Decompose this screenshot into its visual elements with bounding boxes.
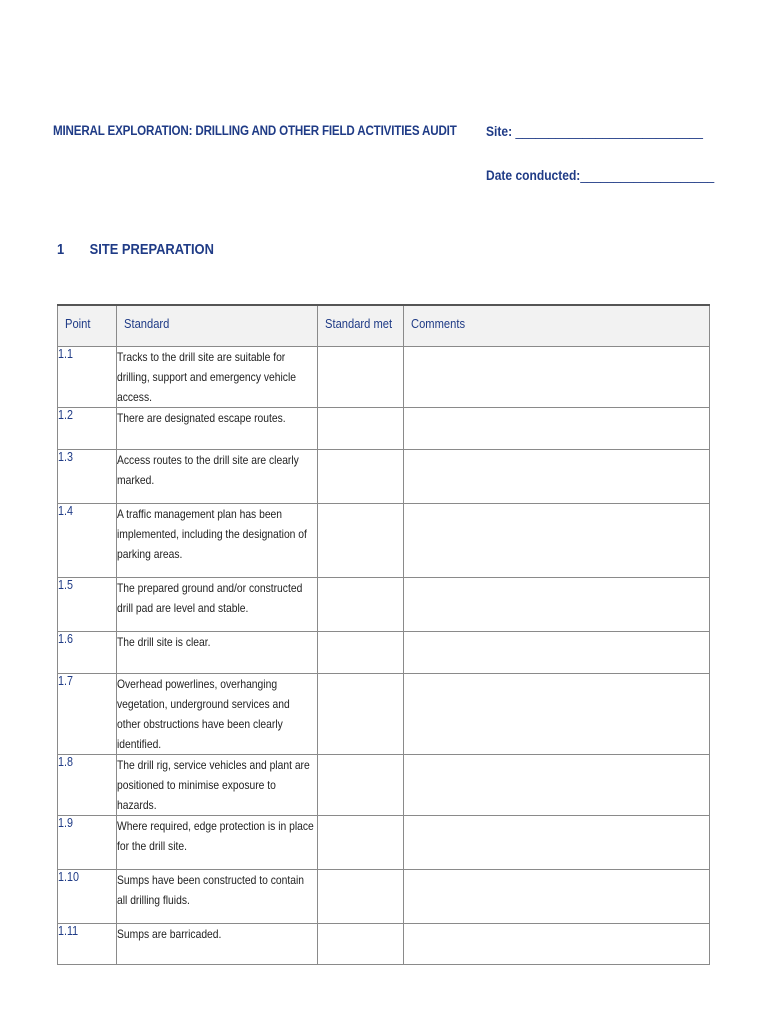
table-row <box>58 449 710 503</box>
standard-met-cell[interactable] <box>318 577 404 631</box>
table-row <box>58 346 710 407</box>
standard-cell: There are designated escape routes. <box>117 407 318 449</box>
table-row <box>58 673 710 754</box>
comments-cell[interactable] <box>404 407 710 449</box>
header-comments: Comments <box>404 305 710 346</box>
comments-cell[interactable] <box>404 346 710 407</box>
standard-met-cell[interactable] <box>318 815 404 869</box>
standard-met-cell[interactable] <box>318 673 404 754</box>
point-cell: 1.1 <box>58 346 117 407</box>
table-row <box>58 869 710 923</box>
audit-table <box>57 304 710 965</box>
header-point: Point <box>58 305 117 346</box>
comments-cell[interactable] <box>404 923 710 964</box>
table-row <box>58 577 710 631</box>
standard-cell: The drill site is clear. <box>117 631 318 673</box>
standard-met-cell[interactable] <box>318 923 404 964</box>
point-cell: 1.6 <box>58 631 117 673</box>
section-number: 1 <box>57 241 65 258</box>
point-cell: 1.7 <box>58 673 117 754</box>
standard-met-cell[interactable] <box>318 631 404 673</box>
table-row <box>58 754 710 815</box>
point-cell: 1.5 <box>58 577 117 631</box>
comments-cell[interactable] <box>404 577 710 631</box>
table-header-row <box>58 305 710 346</box>
section-title: SITE PREPARATION <box>89 241 214 258</box>
standard-met-cell[interactable] <box>318 869 404 923</box>
comments-cell[interactable] <box>404 503 710 577</box>
table-row <box>58 503 710 577</box>
table-row <box>58 815 710 869</box>
standard-cell: The prepared ground and/or constructed drill pad are level and stable. <box>117 577 318 631</box>
site-blank-line: ____________________________ <box>515 123 703 139</box>
table-row <box>58 407 710 449</box>
point-cell: 1.8 <box>58 754 117 815</box>
table-row <box>58 631 710 673</box>
standard-met-cell[interactable] <box>318 346 404 407</box>
site-field <box>486 123 703 139</box>
standard-cell: Overhead powerlines, overhanging vegetation, underground services and other obstructions have been clearly identified. <box>117 673 318 754</box>
comments-cell[interactable] <box>404 631 710 673</box>
point-cell: 1.3 <box>58 449 117 503</box>
point-cell: 1.11 <box>58 923 117 964</box>
standard-cell: A traffic management plan has been implemented, including the designation of parking areas. <box>117 503 318 577</box>
section-heading <box>57 241 214 258</box>
standard-met-cell[interactable] <box>318 503 404 577</box>
point-cell: 1.10 <box>58 869 117 923</box>
point-cell: 1.4 <box>58 503 117 577</box>
header-standard-met: Standard met <box>318 305 404 346</box>
comments-cell[interactable] <box>404 815 710 869</box>
table-row <box>58 923 710 964</box>
comments-cell[interactable] <box>404 869 710 923</box>
standard-cell: Where required, edge protection is in place for the drill site. <box>117 815 318 869</box>
comments-cell[interactable] <box>404 449 710 503</box>
date-blank-line: ____________________ <box>580 167 715 183</box>
header-standard: Standard <box>117 305 318 346</box>
standard-met-cell[interactable] <box>318 407 404 449</box>
standard-met-cell[interactable] <box>318 754 404 815</box>
comments-cell[interactable] <box>404 754 710 815</box>
date-conducted-label: Date conducted: <box>486 167 581 183</box>
standard-met-cell[interactable] <box>318 449 404 503</box>
standard-cell: Tracks to the drill site are suitable for drilling, support and emergency vehicle access. <box>117 346 318 407</box>
standard-cell: Sumps have been constructed to contain all drilling fluids. <box>117 869 318 923</box>
comments-cell[interactable] <box>404 673 710 754</box>
document-title: MINERAL EXPLORATION: DRILLING AND OTHER FIELD ACTIVITIES AUDIT <box>53 123 457 138</box>
standard-cell: The drill rig, service vehicles and plant are positioned to minimise exposure to hazards. <box>117 754 318 815</box>
site-label: Site: <box>486 123 513 139</box>
point-cell: 1.2 <box>58 407 117 449</box>
point-cell: 1.9 <box>58 815 117 869</box>
standard-cell: Sumps are barricaded. <box>117 923 318 964</box>
date-conducted-field <box>486 167 714 183</box>
standard-cell: Access routes to the drill site are clearly marked. <box>117 449 318 503</box>
